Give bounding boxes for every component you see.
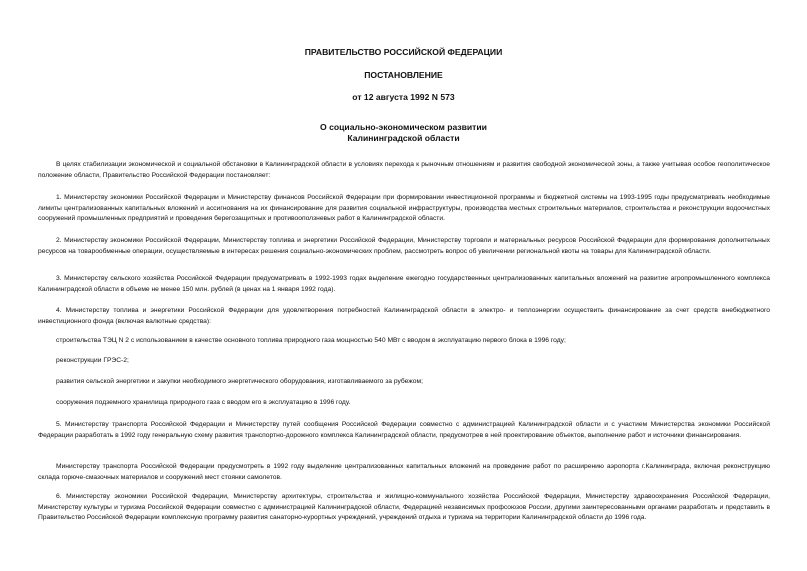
paragraph-5-continued: Министерству транспорта Российской Федерации предусмотреть в 1992 году выделение централизованных капитальных вложений на проведение работ по расширению аэропорта г.Калининграда, включая реконструкцию склада горюче-смазочных материалов и сооружений мест стоянки самолетов.	[38, 463, 770, 481]
document-type-heading: ПОСТАНОВЛЕНИЕ	[364, 70, 443, 80]
paragraph-4-item-3: развития сельской энергетики и закупки необходимого энергетического оборудования, изготавливаемого за рубежом;	[56, 378, 423, 385]
paragraph-4-item-1: строительства ТЭЦ N 2 с использованием в качестве основного топлива природного газа мощностью 540 МВт с вводом в эксплуатацию первого блока в 1996 году;	[56, 337, 566, 344]
date-number-heading: от 12 августа 1992 N 573	[352, 92, 455, 102]
paragraph-1: 1. Министерству экономики Российской Федерации и Министерству финансов Российской Федерации при формировании инвестиционной программы и бюджетной системы на 1993-1995 годы предусматривать необходимые лимиты централизованных капитальных вложений и ассигнования на их финансирование для развития социальной инфраструктуры, производства местных строительных материалов, строительства и реконструкции водоочистных сооружений промышленных предприятий и проведения берегозащитных и противооползневых работ в Калининградской области.	[38, 194, 770, 222]
paragraph-3: 3. Министерству сельского хозяйства Российской Федерации предусматривать в 1992-1993 годах выделение ежегодно государственных централизованных капитальных вложений на развитие агропромышленного комплекса Калининградской области в объеме не менее 150 млн. рублей (в ценах на 1 января 1992 года).	[38, 275, 770, 293]
paragraph-5: 5. Министерству транспорта Российской Федерации и Министерству путей сообщения Российской Федерации совместно с администрацией Калининградской области и с участием Министерства экономики Российской Федерации разработать в 1992 году генеральную схему развития транспортно-дорожного комплекса Калининградской области, предусмотрев в ней проектирование объектов, выполнение работ и источники финансирования.	[38, 421, 770, 439]
paragraph-4: 4. Министерству топлива и энергетики Российской Федерации для удовлетворения потребностей Калининградской области в электро- и теплоэнергии осуществить финансирование за счет средств внебюджетного инвестиционного фонда (включая валютные средства):	[38, 307, 770, 325]
document-title-line2: Калининградской области	[347, 133, 460, 143]
preamble-paragraph: В целях стабилизации экономической и социальной обстановки в Калининградской области в условиях перехода к рыночным отношениям и развития свободной экономической зоны, а также учитывая особое геополитическое положение области, Правительство Российской Федерации постановляет:	[38, 161, 770, 179]
government-heading: ПРАВИТЕЛЬСТВО РОССИЙСКОЙ ФЕДЕРАЦИИ	[304, 47, 503, 57]
paragraph-4-item-4: сооружения подземного хранилища природного газа с вводом его в эксплуатацию в 1996 году.	[56, 399, 351, 406]
document-title-line1: О социально-экономическом развитии	[320, 122, 487, 132]
paragraph-6: 6. Министерству экономики Российской Федерации, Министерству архитектуры, строительства и жилищно-коммунального хозяйства Российской Федерации, Министерству здравоохранения Российской Федерации, Министерству культуры и туризма Российской Федерации совместно с администрацией Калининградской области, Федерацией независимых профсоюзов России, другими заинтересованными органами разработать и представить в Правительство Российской Федерации комплексную программу развития санаторно-курортных учреждений, учреждений отдыха и туризма на территории Калининградской области до 1996 года.	[38, 493, 770, 521]
paragraph-2: 2. Министерству экономики Российской Федерации, Министерству топлива и энергетики Российской Федерации, Министерству торговли и материальных ресурсов Российской Федерации для формирования дополнительных ресурсов на товарообменные операции, осуществляемые в интересах решения социально-экономических проблем, рассмотреть вопрос об увеличении региональной квоты на товары для Калининградской области.	[38, 237, 770, 255]
paragraph-4-item-2: реконструкции ГРЭС-2;	[56, 357, 129, 364]
